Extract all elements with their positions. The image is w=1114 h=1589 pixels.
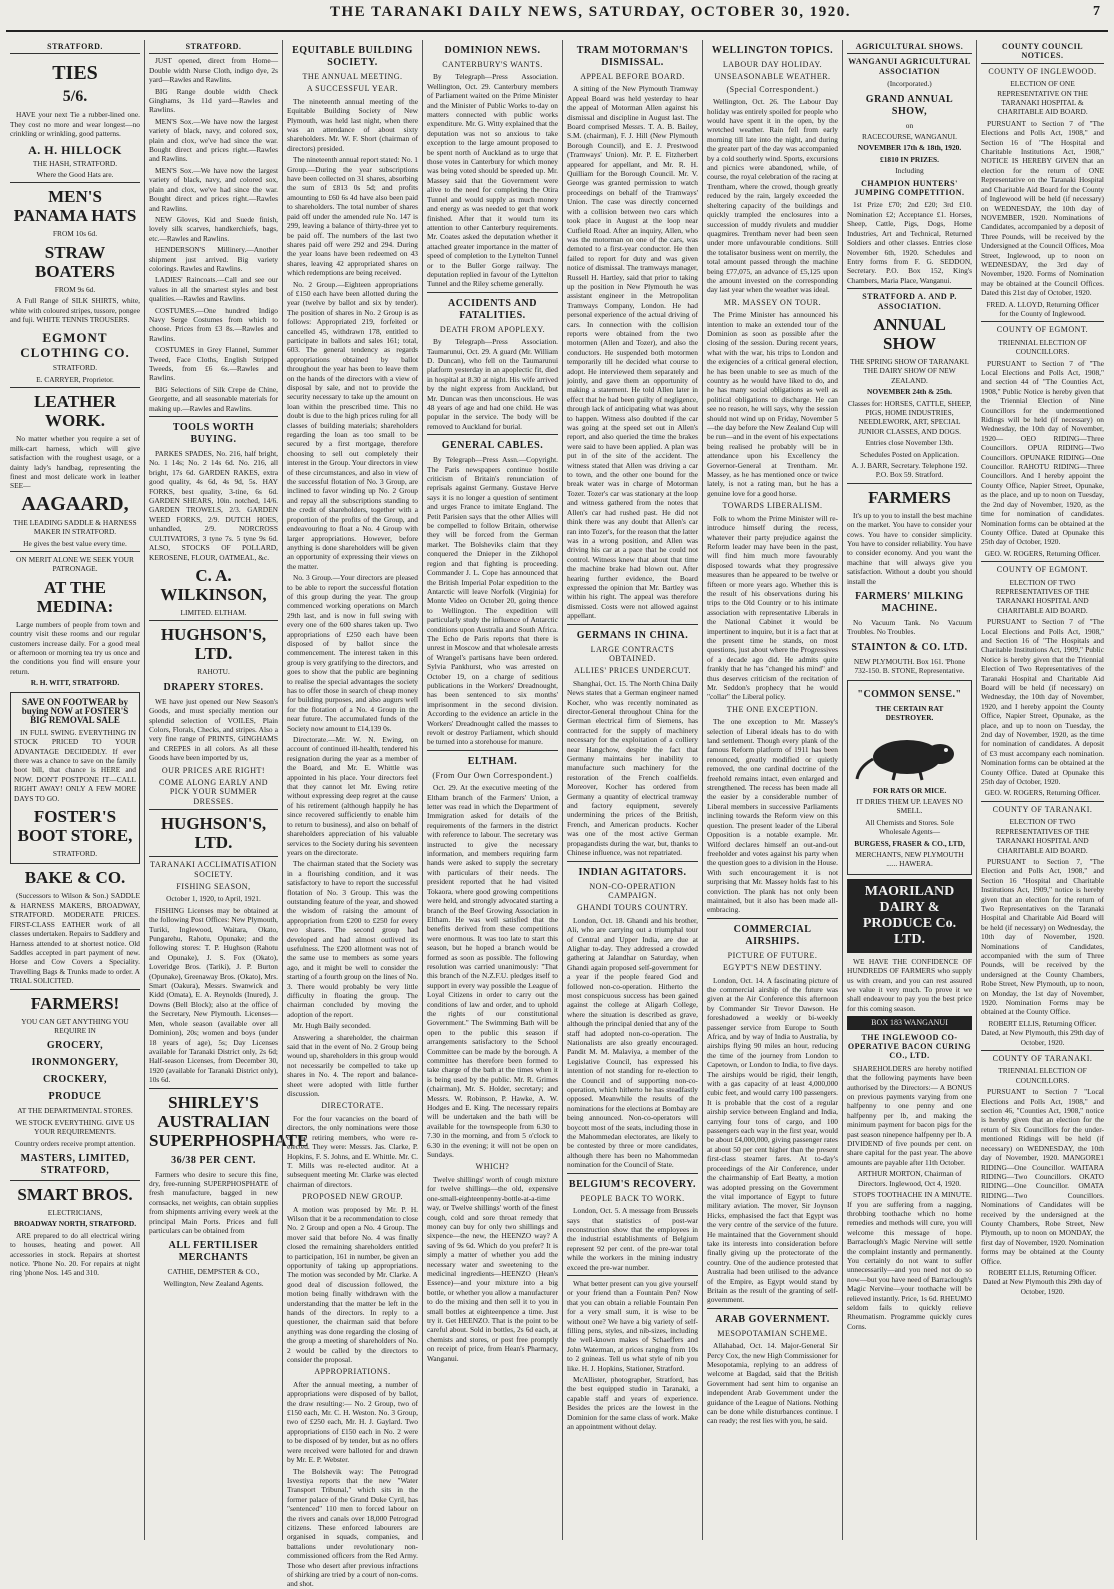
article-subtitle: LABOUR DAY HOLIDAY. — [722, 60, 823, 69]
ad-aagaard-sub: THE LEADING SADDLE & HARNESS MAKER IN STRATFORD. — [13, 517, 137, 537]
divider — [427, 292, 558, 293]
ad-hillock-sub: THE HASH, STRATFORD. — [32, 158, 118, 168]
notice-county: COUNTY OF EGMONT. — [996, 565, 1089, 575]
ad-ties-title: TIES — [52, 62, 98, 85]
ad-hillock-tag: Where the Good Hats are. — [36, 170, 114, 180]
ad-cathie: CATHIE, DEMPSTER & CO., — [167, 1267, 260, 1277]
article-subtitle: UNSEASONABLE WEATHER. — [714, 72, 831, 82]
article-paragraph: By Telegraph—Press Association. Wellington, Oct. 29. Canterbury members of Parliament waited on the Prime Minister and the Minister of Public Works to-day on matters connected with public works expenditure. Mr. G. Witty explained that the deputation was not so anxious to take exception to the large amount proposed to be spent north of Auckland as to urge that those votes in Canterbury for which money was being voted should be speeded up. Mr. Massey said that the Government were alive to the need for completing the Otira Tunnel and would supply as much money and energy as was needed to get that work finished. After that it would turn its attention to other Canterbury requirements. Mr. Coates asked the deputation whether it attached greater importance in the matter of speed of completion to the Lyttelton Tunnel or to the Buller Gorge railway. The deputation replied in favour of the Lyttelton Tunnel and the Riley scheme generally. — [427, 72, 558, 289]
ad-grand-where: RACECOURSE, WANGANUI. — [862, 132, 957, 142]
ad-smart-addr: BROADWAY NORTH, STRATFORD. — [13, 1219, 137, 1229]
article-subhead: TOWARDS LIBERALISM. — [722, 501, 823, 511]
article-subtitle: (From Our Own Correspondent.) — [432, 770, 553, 780]
divider — [567, 1275, 698, 1276]
list-item: NEW Gloves, Kid and Suede finish, lovely silk scarves, handkerchiefs, bags, etc.—Rawles and Rawlins. — [149, 214, 278, 243]
list-item: COSTUMES in Grey Flannel, Summer Tweed, Face Cloths, English Stripped Tweeds, from £6 6s.—Rawles and Rawlins. — [149, 345, 278, 383]
ad-egmont: EGMONT CLOTHING CO. — [20, 330, 130, 361]
ad-leather-text: No matter whether you require a set of milk-cart harness, which will give satisfaction with the roughest usage, or a dainty lady's handbag, representing the finest and most delicate work in leather SEE— — [10, 434, 140, 491]
divider — [427, 434, 558, 435]
ad-grand-prizes: £1810 IN PRIZES. — [880, 154, 939, 164]
article-paragraph: The nineteenth annual meeting of the Equitable Building Society of New Plymouth, was held last night, when there was an attendance of about sixty shareholders. Mr. W. F. Short (chairman of directors) presided. — [287, 96, 418, 153]
article-paragraph: The Prime Minister has announced his intention to make an extended tour of the Dominion as soon as possible after the closing of the session. During recent years, what with the war, his trips to London and the exigencies of a critical general election, he has been unable to see as much of the country as he would have liked to do, and he has many social obligations as well as political obligations to discharge. He can see no reason, he will says, why the session should not wind up on Friday, November 5—the day before the New Zealand Cup will be run—and in the event of his expectations being realised he probably will be in attendance upon his Excellency the Governor-General at Trentham. Mr. Massey, as he has mentioned once or twice lately, is not a rating man, but he has a genuine love for a good horse. — [707, 310, 838, 498]
notice-text: PURSUANT to Section 7 "Local Elections and Polls Act, 1908," and section 46, "Counties Act, 1908," notice is hereby given that an election for the return of Six Councillors for the under-mentioned Ridings will be held (if necessary) on WEDNESDAY, the 10th day of November, 1920. MANGORE1 RIDING—One Councillor. WAITARA RIDING—Two Councillors. OKATO RIDING—One Councillor. OMATA RIDING—Two Councillors. Nominations of Candidates will be received by the undersigned at the County Chambers, Robe Street, New Plymouth, up to noon on MONDAY, the first day of November, 1920. Nomination forms may be obtained at the County Office. — [981, 1087, 1104, 1266]
ad-stainton-sub: NEW PLYMOUTH. Box 161. 'Phone 732-150. B. STONE, Representative. — [853, 656, 966, 676]
column-head: COUNTY COUNCIL NOTICES. — [981, 40, 1104, 64]
article-subhead: APPROPRIATIONS. — [314, 1367, 391, 1377]
ad-fosters-name: FOSTER'S BOOT STORE, — [17, 807, 133, 846]
list-item: MEN'S Sox.—We have now the largest variety of black, navy, and colored sox, plain and clox, we've had since the war. Bought direct and prices right.—Rawles and Rawlins. — [149, 165, 278, 213]
ad-masters: MASTERS, LIMITED, STRATFORD, — [20, 1152, 130, 1176]
ad-ties-price: 5/6. — [62, 88, 88, 106]
article-paragraph: London, Oct. 14. A fascinating picture of the commercial airship of the future was given at the Air Conference this afternoon by Commander Sir Trevor Dawson. He foreshadowed a weekly or bi-weekly passenger service from Europe to South Africa, and by way of India to Australia, by airships flying 90 miles an hour, reducing the time of the journey from London to Capetown, or London to India, to five days. The airships would be rigid, their length, with a gas capacity of at least 4,000,000 cubic feet, and would carry 100 passengers. It is probable that the cost of a regular airship service between England and India, carrying four tons of cargo, and 100 passengers each way in the first year, would be about £4,000,000, giving passenger rates at about 50 per cent higher than the present first-class steamer fares. At to-day's proceedings of the Air Conference, under the chairmanship of Earl Beatty, a motion was adopted pressing on the Government the vital importance of Egypt to future military aviation. The mover, Sir Joynson Hicks, emphasised the fact that Egypt was the very centre of the service of the future. He maintained that the Government should take its interests into consideration before finally giving up the protectorate of the country. One of the audience protested that Australia had been utilised to the advance of the Empire, as Egypt would stand by Britain as the result of the granting of self-government. — [707, 975, 838, 1305]
article-title: DOMINION NEWS. — [444, 45, 541, 56]
article-paragraph: Mr. Hugh Baily seconded. — [293, 1021, 371, 1031]
notice-sign: ROBERT ELLIS, Returning Officer. Dated, at New Plymouth, this 29th day of October, 1920. — [981, 1018, 1104, 1047]
ad-annual-sched: Schedules Posted on Application. — [860, 449, 959, 459]
column-7 — [842, 40, 976, 1540]
notice — [981, 805, 1104, 1047]
ad-bake-text: (Successors to Wilson & Son.) SADDLE & HARNESS MAKERS, BROADWAY, STRATFORD. MODERATE PRICES. FIRST-CLASS EATHER work of all classes undertaken. Repairs to Saddlery and Harness attended to at shortest notice. Old Saddles accepted in part payment of new. Horse and Cow Covers a Speciality. Travelling Bags & Trunks made to order. A TRIAL SOLICITED. — [10, 891, 140, 986]
ad-prices: OUR PRICES ARE RIGHT! — [161, 765, 266, 775]
divider — [847, 483, 972, 484]
article-paragraph: Allahabad, Oct. 14. Major-General Sir Percy Cox, the new High Commissioner for Mesopotamia, replying to an address of welcome at Bagdad, said that the British Government had sent him to organise an independent Arab Government under the guidance of the League of Nations. Nothing can be done while disturbances continue. I can ready; the rest lies with you, he said. — [707, 1341, 838, 1426]
ad-milking-text: No Vacuum Tank. No Vacuum Troubles. No Troubles. — [847, 618, 972, 637]
article-subtitle: NON-CO-OPERATION CAMPAIGN. — [589, 881, 676, 900]
notice-title: TRIENNIAL ELECTION OF COUNCILLORS. — [998, 1066, 1087, 1085]
notice — [981, 67, 1104, 319]
notice — [981, 325, 1104, 558]
masthead-rule — [6, 30, 1108, 32]
column-head: STRATFORD. — [149, 40, 278, 54]
ad-wilkinson-sub: LIMITED. ELTHAM. — [180, 607, 247, 617]
ad-come: COME ALONG EARLY AND PICK YOUR SUMMER DRESSES. — [158, 777, 269, 806]
ad-grand-on: on — [905, 120, 914, 130]
column-6 — [702, 40, 842, 1540]
article-paragraph: No. 3 Group.—Your directors are pleased to be able to report the successful flotation of this group during the year. The group commenced working operations on March 29th last, and is now in full swing with every one of the 600 shares taken up. Two appropriations of £250 each have been disposed of by ballot since the commencement. The interest taken in this group is very gratifying to the directors, and goes to show that the public are beginning to realise the special advantages the society has to offer those in search of cheap money for building purposes, and also augurs well for the flotation of a No. 4 Group in the near future. The accumulated funds of the Society now amount to £14,139 0s. — [287, 573, 418, 733]
article-title: GENERAL CABLES. — [441, 440, 544, 452]
divider — [10, 551, 140, 552]
article-paragraph: London, Oct. 18. Ghandi and his brother, Ali, who are carrying out a triumphal tour of Central and Upper India, are due at Alighar to-day. They addressed a crowded gathering at Jalandhar on Saturday, when Ghandi again proposed self-government for a year if the people feared God and followed non-co-operation. Hitherto the most conspicuous success has been gained against the college at Aligarh College, where the situation is described as grave, although the principal denied that any of the staff had adopted non-co-operation. The Nationalists are also greatly encouraged. Pandit M. M. Malaviya, a member of the Legislative Council, has expressed his intention of not standing for re-election to the Council and of supporting non-co-operation, which hitherto he has steadfastly opposed. Meanwhile the results of the nominations for the elections at Bombay are being announced. Non-co-operators will boycott most of the seats, including those in the Mahommedan electorates, are likely to be contested by three or more candidates, although there has been no Mahommedan nomination for the Council of State. — [567, 915, 698, 1170]
ad-egmont-sub: STRATFORD. — [52, 363, 98, 373]
ad-boaters-text: A Full Range of SILK SHIRTS, white, white with coloured stripes, tussore, pongee and fuji. WHITE TENNIS TROUSERS. — [10, 296, 140, 325]
ad-barr: A. J. BARR, Secretary. Telephone 192. P.O. Box 59. Stratford. — [851, 461, 968, 480]
divider — [10, 989, 140, 990]
ad-aagaard-tag: He gives the best value every time. — [23, 538, 127, 548]
ad-rat-chem: All Chemists and Stores. Sole Wholesale Agents— — [865, 817, 954, 837]
article-subtitle: DEATH FROM APOPLEXY. — [439, 324, 546, 334]
ad-drapery-text: WE have just opened our New Season's Goods, and must specially mention our splendid selection of VOILES, Plain Colors, Florals, Checks, and stripes. Also a very fine range of PRINTS, GINGHAMS and CREPES in all colors. As all these Goods have been imported by us, — [149, 696, 278, 763]
list-item: JUST opened, direct from Home—Double width Nurse Cloth, indigo dye, 2s yard—Rawles and Rawlins. — [149, 56, 278, 85]
ad-boaters-price: FROM 9s 6d. — [54, 284, 96, 294]
article-title: ARAB GOVERNMENT. — [715, 1313, 830, 1325]
article-subhead: WHICH? — [475, 1162, 510, 1172]
ad-bake: BAKE & CO. — [24, 868, 126, 888]
ad-leather: LEATHER WORK. — [34, 392, 116, 431]
ad-annual: ANNUAL SHOW — [873, 314, 946, 353]
divider — [707, 918, 838, 919]
article-subhead: MR. MASSEY ON TOUR. — [723, 297, 822, 307]
article-paragraph: Wellington, Oct. 26. The Labour Day holiday was entirely spoiled for people who would have spent it in the open, by the wretched weather. Rain fell from early morning till late into the night, and during the greater part of the day was accompanied by a cold southerly wind. Sports, excursions and picnics were abandoned, while, of course, the royal celebration of the racing at Trentham, where the crowd, though greatly reduced by the rain, largely exceeded the sheltering capacity of the buildings and quickly trampled the enclosures into a succession of muddy rivulets and muddier quagmires. Trentham never had been seen under more unfavourable conditions. Still the totalisator business went on merrily, the total amount passed through the machine being £77,075, an advance of £5,125 upon the amount invested on the corresponding day last year when the weather was ideal. — [707, 97, 838, 295]
article-subtitle: MESOPOTAMIAN SCHEME. — [717, 1328, 828, 1338]
ad-rat-title: THE CERTAIN RAT DESTROYER. — [875, 703, 944, 723]
article-paragraph: The one exception to Mr. Massey's selection of Liberal ideals has to do with land settlement. Though every plank of the famous Reform platform of 1911 has been renounced, greatly modified or quietly removed, the one cardinal doctrine of the freehold remains intact, even enlarged and strengthened. The recess has been made all the easier by a considerable number of Liberal members in successive Parliaments inclining towards the Reform view on this question. The present leader of the Liberal Opposition is a notable example. Mr. Wilford declares himself an out-and-out freeholder and votes against his party when the question goes to a division in the House. With such encouragement it is not surprising that Mr. Massey holds fast to his conviction. The plank has not only been maintained, but it also has been made all-embracing. — [707, 717, 838, 915]
ad-fishing-text: FISHING Licenses may be obtained at the following Post Offices: New Plymouth, Turiki, Inglewood, Waitara, Okato, Pungarehu, Rahotu, Opunake; and the following stores: T. P. Hughson (Rahotu and Opunake), J. S. Fox (Okato), Loveridge Bros. (Tariki), J. P. Burton (Opunake), Greenaway Bros. (Okato), Mrs. Smart (Oakura), Messrs. Swanwick and Kidd (Omata), E. A. Reynolds (Inured), J. Downs (Bell Block); also at the office of the Secretary, New Plymouth. Licenses—Men, whole season (available over all Dominion), 20s; women and boys (under 18 years of age), 5s; Day Licenses available for Taranaki District only, 2s 6d; Half-season Licenses, from December 30, 1920 (available for Taranaki District only), 10s 6d. — [149, 905, 278, 1085]
ad-morton: ARTHUR MORTON, Chairman of Directors. Inglewood, Oct 4, 1920. — [857, 1169, 962, 1188]
column-8 — [976, 40, 1108, 1540]
article-title: EQUITABLE BUILDING SOCIETY. — [292, 45, 413, 68]
divider — [427, 750, 558, 751]
ad-iron: IRONMONGERY, — [31, 1057, 119, 1069]
divider — [149, 1088, 278, 1089]
notice-sign: GEO. W. ROGERS, Returning Officer. — [984, 788, 1101, 798]
ad-country: Country orders receive prompt attention. — [14, 1138, 136, 1148]
notice-title: TRIENNIAL ELECTION OF COUNCILLORS. — [998, 337, 1087, 357]
ad-burgess: BURGESS, FRASER & CO., LTD, — [854, 838, 965, 848]
article-paragraph: Shanghai, Oct. 15. The North China Daily News states that a German engineer named Kocher, who was recently nominated as director-General throughout China for the German electrical firm of Siemens, has contracted for the supply of machinery necessary for the exploitation of a colliery near Hangchow, despite the fact that Germany maintains her inability to manufacture such machinery for the restoration of the French coalfields. Moreover, Kocher has ordered from Germany a quantity of electrical tramway and factory equipment, severely undermining the prices of the British, French, and American products. Kocher was one of the most active German propagandists during the war, but, thanks to Chinese influence, was not repatriated. — [567, 678, 698, 858]
article-paragraph: A motion was proposed by Mr. P. H. Wilson that it be a recommendation to close No. 2 Group and open a No. 4 Group. The mover said that before No. 4 was finally closed the remaining shareholders entitled to participation, 161 in number, be given an opportunity of taking up appropriations. The motion was seconded by Mr. Clarke. A good deal of discussion followed, the motion being finally withdrawn with the understanding that the matter be left in the hands of the directors. In reply to a questioner, the chairman said that before anything was done regarding the closing of the group a meeting of shareholders of No. 2 would be called by the directors to consider the proposal. — [287, 1204, 418, 1365]
ad-cathie-sub: Wellington, New Zealand Agents. — [163, 1278, 264, 1288]
ad-fishing: FISHING SEASON, — [176, 882, 251, 891]
notice-county: COUNTY OF TARANAKI. — [992, 1054, 1093, 1064]
ad-smart-text: ARE prepared to do all electrical wiring to houses, heating and power. All accessories in stock. Repairs at shortest notice. 'Phone No. 20. For repairs at night ring 'phone Nos. 145 and 310. — [10, 1230, 140, 1278]
divider — [10, 182, 140, 183]
article-title: WELLINGTON TOPICS. — [711, 45, 834, 56]
divider — [149, 856, 278, 857]
ad-tools-title: TOOLS WORTH BUYING. — [172, 422, 255, 446]
ad-wanganui: WANGANUI AGRICULTURAL ASSOCIATION — [848, 57, 971, 76]
ad-rat-dries: IT DRIES THEM UP. LEAVES NO SMELL. — [856, 796, 963, 816]
divider — [149, 416, 278, 417]
ad-grand: GRAND ANNUAL SHOW, — [865, 93, 954, 117]
article-paragraph: For the four vacancies on the board of directors, the only nominations were those of the retiring members, who were re-elected. They were: Messrs. Jas. Clarke, P. Hopkins, F. S. Johns, and E. Whittle. Mr. C. T. Mills was re-elected auditor. At a subsequent meeting Mr. Clarke was elected chairman of directors. — [287, 1113, 418, 1189]
notice-title: ELECTION OF TWO REPRESENTATIVES OF THE TARANAKI HOSPITAL AND CHARITABLE AID BOARD. — [995, 817, 1090, 855]
ad-fosters-town: STRATFORD. — [52, 849, 98, 859]
ad-drapery: DRAPERY STORES. — [163, 681, 264, 693]
ad-wilkinson: C. A. WILKINSON, — [160, 565, 267, 604]
ad-dept: AT THE DEPARTMENTAL STORES. — [17, 1106, 133, 1116]
rat-illustration — [855, 727, 965, 782]
notice-text: PURSUANT to Section 7 of "The Elections and Polls Act, 1908," and Section 16 of "The Hospital and Charitable Institutions Act, 1908," NOTICE IS HEREBY GIVEN that an election for the return of ONE Representative on the Taranaki Hospital and Charitable Aid Board for the County of Inglewood will be held (if necessary) on WEDNESDAY, the 10th day of NOVEMBER, 1920. Nominations of Candidates, accompanied by a deposit of Three Pounds, will be received by the Undersigned at the Council Offices, Moa Street, Inglewood, up to noon on WEDNESDAY, the 3rd day of November, 1920. Forms of Nomination may be obtained at the Council Offices. Dated this 21st day of October, 1920. — [981, 118, 1104, 298]
divider — [10, 1180, 140, 1181]
article-paragraph: Oct. 29. At the executive meeting of the Eltham branch of the Farmers' Union, a letter was read in which the Department of Immigration asked for details of the requirements of the farmers in the district with reference to labour. The secretary was instructed to give the necessary information, and members requiring farm hands were asked to supply the secretary with particulars of their needs. The president reported that he had visited Tokaora, where good growing competitions were held, and strongly advocated starting a branch of the Beef Growing Association in Eltham. He was well satisfied that the benefits derived from these competitions were enormous. It was too late to start this season, but he hoped a branch would be formed as soon as possible. The following resolution was carried unanimously: "That this branch of the N.Z.F.U. pledges itself to support in every way possible the League of Loyal Citizens in order to carry out the conditions of law and order, and to uphold the rights of our constitutional Government." The Swimming Bath will be open to the public this season if arrangements satisfactory to the School Committee can be made by the borough. A committee has therefore been formed to take charge of the bath at the times when it is being used by the public. Mr. R. Grimes (chairman), Mr. S. Holder, secretary; and Messrs. W. Robinson, P. Hawke, A. W. Hodges and E. King. The necessary repairs will be undertaken and the bath will be available for the townspeople from 6.30 to 7.30 in the morning, and from 5 o'clock to 6.30 in the evening; it will not be open on Sundays. — [427, 783, 558, 1160]
ad-maoriland-banner: MAORILAND DAIRY & PRODUCE Co. LTD. — [847, 879, 972, 953]
article-paragraph: By Telegraph—Press Assn.—Copyright. The Paris newspapers continue hostile criticism of Britain's renunciation of reprisals against Germany. Gustave Herve says it is no longer a question of sentiment and urges France to imitate England. The Petit Parisien says that the other Allies will be compelled to follow Britain, otherwise they will be forced from the German market. The Bolsheviks claim that they conquered the Dnieper in the Zikhopol region and that fighting is proceeding. Commander J. L. Cope has announced that the British Imperial Polar expedition to the Antarctic will leave Norfolk (Virginia) for Monte Video on October 20, going thence to Wellington. The expedition will particularly study the influence of Antarctic conditions upon Australia and South Africa. The Echo de Paris reports that there is unrest in Moscow and that wholesale arrests of Wrangel's partisans have been ordered. Sylvia Pankhurst, who was arrested on October 19, on a charge of seditious publications in the Workers' Dreadnought, has been sentenced to six months' imprisonment in the second division. According to the evidence an article in the Workers' Dreadnought called the masses to revolt or destroy Parliament, which should be turned into a storehouse for manure. — [427, 455, 558, 747]
article-title: INDIAN AGITATORS. — [578, 866, 687, 878]
masthead-title: THE TARANAKI DAILY NEWS, SATURDAY, OCTOBER 30, 1920. — [330, 4, 852, 20]
notice-text: PURSUANT to Section 7 of "The Local Elections and Polls Act, 1908," and section 44 of "The Counties Act, 1908," Public Notice is hereby given that the Triennial Election of Nine Councillors for the undermentioned Ridings will be held (if necessary) on Wednesday, the 10th day of November, 1920— OEO RIDING—Three Councillors. OPUA RIDING—Two Councillors. OPUNAKE RIDING—One Councillor. RAHOTU RIDING—Three Councillors. And I hereby appoint the County Office, Napier Street, Opunake, as the place, and up to noon on Tuesday, the 2nd day of November, 1920, as the time for nomination of candidates. Nomination forms can be obtained at the County Office. Dated at Opunake this 25th day of October, 1920. — [981, 358, 1104, 547]
article-title: GERMANS IN CHINA. — [576, 629, 689, 641]
ad-farmers-text: It's up to you to install the best machine on the market. You have to consider your cows. You have to consider simplicity. You have to consider reliability. You have to consider economy. And you want the machine that will always give you satisfaction. Without a doubt you should install the — [847, 510, 972, 586]
ad-maoriland-text: WE HAVE THE CONFIDENCE OF HUNDREDS OF FARMERS who supply us with cream, and you can rest assured we value it very much. To prove it we shall endeavour to pay you the best price for this coming season. — [847, 956, 972, 1013]
ad-stock: WE STOCK EVERYTHING. GIVE US YOUR REQUIREMENTS. — [15, 1117, 135, 1137]
list-item: MEN'S Sox.—We have now the largest variety of black, navy, and colored sox, plain and clox, we've had since the war. Bought direct and prices right.—Rawles and Rawlins. — [149, 116, 278, 164]
article-subtitle: CANTERBURY'S WANTS. — [442, 60, 543, 69]
ad-fosters-box — [10, 692, 140, 865]
ad-smart-sub: ELECTRICIANS, — [47, 1207, 103, 1217]
article-paragraph: Directorate.—Mr. W. N. Ewing, on account of continued ill-health, tendered his resignation during the year as a member of the Board, and Mr. E. Whittle was appointed in his place. Your directors feel that they cannot let Mr. Ewing retire without expressing deep regret at the cause of his retirement (although happily he has since recovered sufficiently to enable him to return to business), and also on behalf of shareholders appreciation of his valuable services to the Society during his seventeen years on the directorate. — [287, 735, 418, 857]
notice-sign: GEO. W. ROGERS, Returning Officer. — [984, 548, 1101, 558]
ad-panama: MEN'S PANAMA HATS — [13, 187, 137, 226]
divider — [567, 861, 698, 862]
notice-county: COUNTY OF TARANAKI. — [992, 804, 1093, 814]
divider — [149, 620, 278, 621]
ad-stainton: STAINTON & CO. LTD. — [851, 641, 968, 653]
notice-county: COUNTY OF EGMONT. — [996, 325, 1089, 335]
notice-text: PURSUANT to Section 7 of "The Local Elections and Polls Act, 1908," and Section 16 of "The Hospitals and Charitable Institutions Act, 1909," Public Notice is hereby given that the Triennial Election of Two Representatives of the Taranaki Hospital and Charitable Aid Board will be held (if necessary) on Wednesday, the 10th day of November, 1920, and I hereby appoint the County Office, Napier Street, Opunake, as the place, and up to noon on Tuesday, the 2nd day of November, 1920, as the time for nomination of candidates. A deposit of £3 must accompany each nomination. Nomination forms can be obtained at the County Office. Dated at Opunake this 25th day of October, 1920. — [981, 617, 1104, 787]
ad-fosters-headline: SAVE ON FOOTWEAR by buying NOW at FOSTER'S BIG REMOVAL SALE — [21, 696, 129, 726]
article-paragraph: Answering a shareholder, the chairman said that in the event of No. 2 Group being wound up, shareholders in this group would not necessarily be compelled to take up shares in No. 4. The report and balance-sheet were adopted with little further discussion. — [287, 1032, 418, 1099]
column-4 — [422, 40, 562, 1540]
ad-smart: SMART BROS. — [17, 1184, 133, 1204]
article-paragraph: Twelve shillings' worth of cough mixture for twelve shillings—the old, expensive one-small-eighteenpenny-bottle-at-a-time way, or Twelve shillings' worth of the finest cough, cold and sore throat remedy that money can buy for only two shillings and sixpence—the new, the HEENZO way? A saving of 9s 6d. Which do you prefer? It is simply a matter of whether you add the necessary water and sweetening to the medicinal ingredients—HEENZO (Hean's Essence)—and your mixture into a big bottle, or whether you allow a manufacturer to do the mixing and then sell it to you in small bottles at eighteenpence a time. Just try it. Get HEENZO. That is the point to be careful about. Sold in bottles, 2s 6d each, at chemists and stores, or post free promptly on receipt of price, from Hean's Pharmacy, Wanganui. — [427, 1174, 558, 1363]
ad-wanganui-inc: (Incorporated.) — [887, 79, 932, 89]
divider — [847, 288, 972, 289]
article-title: TRAM MOTORMAN'S DISMISSAL. — [576, 45, 689, 68]
article-paragraph: McAllister, photographer, Stratford, has the best equipped studio in Taranaki, a capable staff and years of experience. Besides the prices are the lowest in the Dominion for the same class of work. Make an appointment without delay. — [567, 1375, 698, 1432]
notice-sign: ROBERT ELLIS, Returning Officer. Dated at New Plymouth this 29th day of October, 1920. — [982, 1267, 1103, 1296]
ad-sense: "COMMON SENSE." — [857, 688, 962, 700]
article-paragraph: The chairman stated that the Society was in a flourishing condition, and it was satisfactory to have to report the successful flotation of No. 3 Group. This was the outstanding feature of the year, and showed the wisdom of raising the amount of appropriation from £200 to £250 for every two shares. The second group had developed and had almost outlived its usefulness. The £200 allotment was not of the same use to members as some years ago, and it might be well to consider the starting of a fourth group on the lines of No. 3. There would probably be very little difficulty in floating the group. The chairman concluded by moving the adoption of the report. — [287, 859, 418, 1019]
ad-annual-dates: NOVEMBER 24th & 25th. — [867, 387, 952, 397]
ad-stratford-ap: STRATFORD A. AND P. ASSOCIATION. — [862, 292, 957, 311]
page-number: 7 — [1093, 4, 1100, 19]
ad-grand-including: Including — [895, 166, 924, 176]
ad-burgess-sub: MERCHANTS, NEW PLYMOUTH ...... HAWERA. — [855, 849, 964, 869]
article-paragraph: After the annual meeting, a number of appropriations were disposed of by ballot, the draw resulting:— No. 2 Group, two of £150 each, Mr. C. H. Weston. No. 3 Group, two of £250 each, Mr. H. J. Gaylard. Two appropriations of £150 each in No. 2 were to be disposed of by tender, but as no offers were received were balloted for and drawn by Mr. E. P. Webster. — [287, 1379, 418, 1465]
divider — [707, 1308, 838, 1309]
article-subtitle: PEOPLE BACK TO WORK. — [580, 1193, 685, 1203]
ad-hillock-name: A. H. HILLOCK — [28, 142, 122, 157]
list-item: HENDERSON'S Millinery.—Another shipment just arrived. Big variety colorings. Rawles and Rawlins. — [149, 245, 278, 273]
article-subtitle: ALLIES' PRICES UNDERCUT. — [573, 666, 692, 676]
ad-shirley-pct: 36/38 PER CENT. — [171, 1154, 256, 1166]
ad-ties-text: HAVE your next Tie a rubber-lined one. They cost no more and wear longest—no crinkling or wrinkling, good patterns. — [10, 110, 140, 139]
article-title: COMMERCIAL AIRSHIPS. — [733, 923, 812, 947]
article-paragraph: Folk to whom the Prime Minister will re-introduce himself during the recess, whatever their party prejudice against the Reform leader may have been in the past, will find him much more favourably disposed towards what they progressive measures than he appeared to be twelve or fifteen or more years ago. Whether this is the result of his observations during his trips to the Old Country or to his intimate association with representative Liberals in the National Cabinet it would be impertinent to inquire, but it is a fact that at the present time he stands, on most questions, just about where the Progressives of a decade ago did. He admits quite frankly that he has "changed his mind" and thus deserves criticism of the recitation of Mr. Seddon's prophecy that he would "collar" the Liberal policy. — [707, 513, 838, 702]
ad-merit: ON MERIT ALONE WE SEEK YOUR PATRONAGE. — [16, 554, 134, 574]
list-item: COSTUMES.—One hundred Indigo Navy Serge Costumes from which to choose. Prices from £3 8s.—Rawles and Rawlins. — [149, 305, 278, 343]
ad-crock: CROCKERY, — [42, 1074, 108, 1086]
ad-annual-sub: THE SPRING SHOW OF TARANAKI. THE DAIRY SHOW OF NEW ZEALAND. — [850, 356, 969, 385]
divider — [981, 561, 1104, 562]
article-subtitle: GHANDI TOURS COUNTRY. — [576, 903, 689, 913]
article-subtitle: A SUCCESSFUL YEAR. — [306, 84, 399, 94]
ad-farmers: FARMERS — [868, 487, 951, 507]
divider — [10, 387, 140, 388]
ad-farmers: FARMERS! — [30, 993, 120, 1013]
ad-shirley-text: Farmers who desire to secure this fine, dry, free-running SUPERPHOSPHATE of fresh manufacture, bagged in new cornsacks, net weights, can obtain supplies from shipments arriving every week at the principal Main Ports. Prices and full particulars can be obtained from — [149, 1169, 278, 1235]
notice — [981, 1054, 1104, 1296]
list-item: BIG Range double width Check Ginghams, 3s 11d yard—Rawles and Rawlins. — [149, 86, 278, 115]
divider — [567, 1173, 698, 1174]
ad-witt: R. H. WITT, STRATFORD. — [30, 678, 120, 688]
divider — [981, 321, 1104, 322]
article-paragraph: By Telegraph—Press Association. Taumarunui, Oct. 29. A guard (Mr. William D. Duncan), who fell on the Taumarunui platform yesterday in an apoplectic fit, died in hospital at 8.30 at night. His wife arrived by the night express from Auckland, but Mr. Duncan was then unconscious. He was 48 years of age and had one child. He was popular in the service. The body will be removed to Auckland for burial. — [427, 337, 558, 431]
divider — [981, 801, 1104, 802]
column-head: STRATFORD. — [10, 40, 140, 54]
article-paragraph: London, Oct. 5. A message from Brussels says that statistics of post-war reconstruction show that the employees in the industrial establishments of Belgium represent 92 per cent. of the pre-war total while the workers in the mining industry exceed the pre-war number. — [567, 1206, 698, 1272]
ad-boaters: STRAW BOATERS — [35, 242, 115, 281]
ad-annual-close: Entries close November 13th. — [865, 438, 954, 448]
ad-rat-box — [847, 680, 972, 875]
notice-title: ELECTION OF TWO REPRESENTATIVES OF THE TARANAKI HOSPITAL AND CHARITABLE AID BOARD. — [995, 577, 1090, 615]
column-2 — [144, 40, 309, 1540]
ad-annual-classes: Classes for: HORSES, CATTLE, SHEEP, PIGS, HOME INDUSTRIES, NEEDLEWORK, ART, SPECIAL JUNIOR CLASSES, AND DOGS. — [847, 398, 972, 436]
article-subtitle: PICTURE OF FUTURE. — [727, 950, 818, 960]
ad-tools-text: PARKES SPADES, No. 216, half bright, No. 1 14s; No. 2 14s 6d. No. 216, all bright, 17s 6d. GARDEN RAKES, extra good quality, 4s 6d, 4s 9d, 5s. HAY FORKS, best quality, 3-tine, 6s 6d. GARDEN SHEARS, 10in. notched, 14/6. GARDEN TROWELS, 2/3. GARDEN WEED FORKS, 2/9. DUTCH HOES, unhandled, 2/9. NORCROSS CULTIVATORS, 3 tyne 7s. 5 tyne 9s 6d. ALSO, STOCKS OF POLLARD, KEROSENE, FLOUR, OATMEAL, &c. — [149, 449, 278, 562]
ad-allfert: ALL FERTILISER MERCHANTS — [168, 1240, 259, 1264]
notice-text: PURSUANT to Section 7, "The Election and Polls Act, 1908," and Section 16 "Hospital and Charitable Institutions Act, 1909," notice is hereby given that an election for the return of Two Representatives on the Taranaki Hospital and Charitable Aid Board will be held (if necessary) on Wednesday, the 10th day of November, 1920. Nominations of Candidates, accompanied with the sum of Three Pounds, will be received by the undersigned at the County Chambers, Robe Street, New Plymouth, up to noon, on Monday, the 1st day of November, 1920. Nomination Forms may be obtained at the County Office. — [981, 856, 1104, 1017]
divider — [567, 624, 698, 625]
article-subtitle: THE ANNUAL MEETING. — [302, 72, 403, 81]
article-paragraph: What better present can you give yourself or your friend than a Fountain Pen? Now that you can obtain a reliable Fountain Pen for a very small sum, it is wise to be without one? We have a big variety of self-filling pens, styles, and nib-sizes, including the well-known makes of Schaeffers and John Waterman, at prices ranging from 10s to 2 guineas. Tell us what style of nib you like. H. J. Hopkins, Stationer, Stratford. — [567, 1278, 698, 1373]
ad-champion: CHAMPION HUNTERS' JUMPING COMPETITION. — [854, 178, 965, 198]
ad-grand-dates: NOVEMBER 17th & 18th, 1920. — [857, 143, 962, 153]
ad-rat-for: FOR RATS OR MICE. — [872, 785, 947, 795]
column-1 — [6, 40, 144, 1540]
article-subtitle: (Special Correspondent.) — [726, 84, 819, 94]
ad-fishing-dates: October 1, 1920, to April, 1921. — [166, 894, 261, 904]
ad-panama-price: FROM 10s 6d. — [52, 229, 98, 239]
article-paragraph: A sitting of the New Plymouth Tramway Appeal Board was held yesterday to hear the appeal of Motorman Allen against his dismissal and discipline in August last. The Board comprised Messrs. T. A. B. Bailey, S.M. (chairman), F. J. Hill (New Plymouth Borough Council), and E. J. Prestwood (Tramways' Union). Mr. P. E. Fitzherbert appeared for appellant, and Mr. R. H. Quilliam for the Borough Council. Mr. V. George was granted permission to watch proceedings on behalf of the Tramways' Union. The case was directly concerned with a collision between two cars which took place in August at the loop near Cutfield Road. After an inquiry, Allen, who was the motorman on one of the cars, was demoted to a first-year conductor. He then failed to report for duty and was given notice of dismissal. The tramways manager, Russell H. Hartley, said that prior to taking up the position in New Plymouth he was assistant engineer in the Metropolitan Tramways Company, London. He had personal experience of the actual driving of cars. In connection with the collision reports were obtained from the two motormen (Allen and Tozer), and also the conductors. He suspended both motormen temporarily till he decided what course to adopt. He interviewed them separately and jointly, and gave them an opportunity of making a statement. He told Allen later in effect that he had been guilty of negligence, through lack of anticipating what was about to happen. Witness also doubted if the car was going at the speed set out in Allen's report, and also queried the time the brakes were said to have been applied. A plan was put in of the site of the accident. The witness stated that Allen was driving a car to town, and the other one bound for the break water was in charge of Motorman Tozer. Tozer's car was stationary at the loop and witness gathered from the notes that Allen's car had rushed past. He did not think there was any doubt that Allen's car ran into Tozer's, for the reason that the latter was in a wrong position, and Allen was driving his car at a pace that he could not control. Witness knew that about that time the machine brake had blown out. After hearing further evidence, the Board expressed the opinion that Mr. Bartley was within his right. The appeal was therefore dismissed. Costs were not allowed against appellant. — [567, 84, 698, 621]
ad-medina: AT THE MEDINA: — [36, 577, 114, 616]
article-title: BELGIUM'S RECOVERY. — [568, 1178, 697, 1190]
notice-county: COUNTY OF INGLEWOOD. — [988, 66, 1097, 76]
ad-egmont-prop: E. CARRYER, Proprietor. — [36, 374, 114, 384]
ad-accl: TARANAKI ACCLIMATISATION SOCIETY. — [150, 860, 277, 879]
article-subtitle: EGYPT'S NEW DESTINY. — [723, 963, 822, 973]
article-subhead: THE ONE EXCEPTION. — [726, 704, 819, 714]
ad-shirley: SHIRLEY'S AUSTRALIAN SUPERPHOSPHATE — [149, 1092, 309, 1150]
rawlins-list — [149, 56, 278, 413]
ad-inglewood: THE INGLEWOOD CO-OPERATIVE BACON CURING CO., LTD. — [847, 1032, 972, 1061]
notice-title: ELECTION OF ONE REPRESENTATIVE ON THE TARANAKI HOSPITAL & CHARITABLE AID BOARD. — [997, 79, 1088, 117]
article-title: ELTHAM. — [467, 755, 518, 767]
ad-maoriland-box: BOX 183 WANGANUI — [847, 1016, 972, 1029]
article-subhead: PROPOSED NEW GROUP. — [302, 1192, 403, 1202]
ad-milking: FARMERS' MILKING MACHINE. — [855, 591, 964, 615]
notice-sign: FRED. A. LLOYD, Returning Officer for the County of Inglewood. — [986, 299, 1099, 318]
article-paragraph: The Bolshevik way: The Petrograd Isvestiya reports that the new "Water Transport Tribunal," which sits in the former palace of the Grand Duke Cyril, has "sentenced" 110 men to forced labour on the rivers and canals over 18,000 Petrograd citizens. These enforced labourers are organised in squads, companies, and battalions under revolutionary non-commissioned officers from the Red Army. Those who desert after previous infractions of shirking are tried by a court of non-coms. and shot. — [287, 1466, 418, 1589]
notice — [981, 565, 1104, 798]
article-paragraph: The nineteenth annual report stated: No. 1 Group.—During the year subscriptions have been collected on 31 shares, absorbing the sum of £813 0s 5d; and profits amounting to £60 6s 4d have also been paid to shareholders. The total number of shares paid off under the amended rule No. 147 is 299, leaving a balance of thirty-three yet to be paid off. The numbers of the last two shares paid off were 292 and 294. During the year loans have been redeemed on 43 shares, leaving 42 appropriated shares on which redemptions are being received. — [287, 155, 418, 278]
list-item: BIG Selections of Silk Crepe de Chine, Georgette, and all seasonable materials for making up.—Rawles and Rawlins. — [149, 384, 278, 413]
ad-toothache: STOPS TOOTHACHE IN A MINUTE. If you are suffering from a nagging, throbbing toothache which no home remedies and methods will cure, you will welcome this message of hope. Barraclough's Magic Nervine will settle the complaint instantly and permanently. You certainly do not want to suffer unnecessarily—and you need not do so now—but you have need of Barraclough's Magic Nervine—your toothache will be relieved instantly. Price, 1s 6d. RHEUMO seldom fails to quickly relieve Rheumatism. Programme quickly cures Corns. — [847, 1190, 972, 1331]
ad-medina-text: Large numbers of people from town and country visit these rooms and our regular customers increase daily. For a good meal or afternoon or morning tea try us once and the conditions you find will ensure your return. — [10, 619, 140, 676]
masthead — [0, 0, 1114, 40]
column-head: AGRICULTURAL SHOWS. — [847, 40, 972, 54]
ad-champion-text: 1st Prize £70; 2nd £20; 3rd £10. Nomination £2; Acceptance £1. Horses, Sheep, Cattle, Pigs, Dogs, Home Industries, Art and Technical, Returned Soldiers and other classes. Entries close November 6th, 1920. Schedules and Entry forms from F. G. SEDDON, Secretary. P.O. Box 152, King's Chambers, Maria Place, Wanganui. — [847, 200, 972, 285]
ad-rahotu: RAHOTU. — [197, 667, 230, 677]
ad-fosters-text: IN FULL SWING. EVERYTHING IN STOCK PRICED TO YOUR ADVANTAGE DECIDEDLY. If ever there was a chance to save on the family boot bill, that chance is HERE and NOW. DON'T POSTPONE IT—CALL RIGHT AWAY! ONLY A FEW MORE DAYS TO GO. — [14, 727, 136, 803]
ad-grocery: GROCERY, — [46, 1040, 104, 1052]
divider — [981, 1050, 1104, 1051]
article-subtitle: LARGE CONTRACTS OBTAINED. — [590, 644, 675, 663]
list-item: LADIES' Raincoats.—Call and see our values in all the smartest styles and best qualities.—Rawles and Rawlins. — [149, 275, 278, 304]
ad-inglewood-text: SHAREHOLDERS are hereby notified that the following payments have been authorised by the Directors:— A BONUS on previous payments varying from one halfpenny to one penny and one halfpenny per lb, and making the minimum payment for bacon pigs for the past season ninepence halfpenny per lb. A DIVIDEND of five pounds per cent. on share capital for the past year. The above amounts are payable after 11th October. — [847, 1063, 972, 1167]
ad-hughsons: HUGHSON'S, LTD. — [160, 625, 267, 664]
ad-aagaard: AAGAARD, — [21, 492, 129, 515]
divider — [149, 809, 278, 810]
column-5 — [562, 40, 702, 1540]
article-subhead: DIRECTORATE. — [321, 1101, 384, 1111]
article-paragraph: No. 2 Group.—Eighteen appropriations of £150 each have been allotted during the year (twelve by ballot and six by tender). The position of shares in No. 2 Group is as follows: Appropriated 219, forfeited or cancelled 45, withdrawn 178, entitled to participate in ballots and sales 161; total, 603. The general tendency as regards appropriations obtained by ballot throughout the year has been to leave them on the hands of the directors with a view of disposal by sale, and not to provide the security necessary to take up the amount on loan within the prescribed time. This no doubt is due to the high prices ruling for all classes of building materials; shareholders regarding the loan as too small to be secured by a first mortgage, therefore choosing to sell out completely their interest in the Group. Your directors in view of these circumstances, and also in view of the successful flotation of No. 3 Group, are inclined to favor winding up No. 2 Group and repay all the subscriptions standing to the credit of shareholders, together with a proportion of the profits of the Group, and endeavouring to float a No. 4 Group with larger appropriations. However, before anything is done shareholders will be given an opportunity of expressing their views on the matter. — [287, 279, 418, 571]
ad-farmers-text: YOU CAN GET ANYTHING YOU REQUIRE IN — [21, 1016, 129, 1035]
article-title: ACCIDENTS AND FATALITIES. — [447, 297, 537, 321]
column-3 — [282, 40, 422, 1589]
article-subtitle: APPEAL BEFORE BOARD. — [580, 72, 685, 81]
ad-hughsons-2: HUGHSON'S, LTD. — [160, 814, 267, 853]
ad-produce: PRODUCE — [48, 1091, 102, 1103]
